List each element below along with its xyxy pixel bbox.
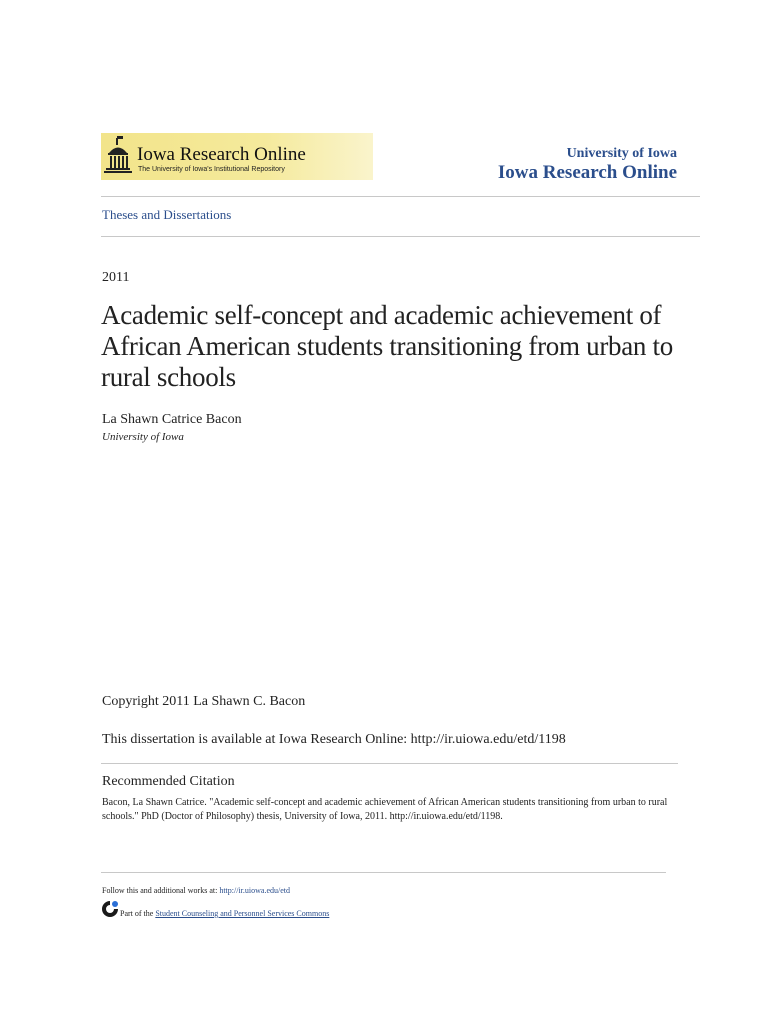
divider — [101, 196, 700, 197]
divider — [101, 872, 666, 873]
follow-line — [102, 886, 290, 895]
copyright-notice: Copyright 2011 La Shawn C. Bacon — [102, 694, 306, 709]
partof-prefix: Part of the — [120, 909, 156, 918]
divider — [101, 236, 700, 237]
divider — [101, 763, 678, 764]
collection-link[interactable]: Theses and Dissertations — [102, 207, 232, 222]
publication-year: 2011 — [102, 270, 130, 285]
follow-link[interactable]: http://ir.uiowa.edu/etd — [219, 886, 290, 895]
citation-heading: Recommended Citation — [102, 774, 235, 789]
author-name: La Shawn Catrice Bacon — [102, 412, 242, 427]
logo-subtitle: The University of Iowa's Institutional Repository — [138, 166, 285, 173]
follow-prefix: Follow this and additional works at: — [102, 886, 220, 895]
citation-text: Bacon, La Shawn Catrice. "Academic self-concept and academic achievement of African American students transitioning from urban to rural schools." PhD (Doctor of Philosophy) thesis, University of Iowa, 2011. http://ir.uiowa.edu/etd/1198. — [102, 797, 668, 822]
author-affiliation: University of Iowa — [102, 431, 184, 443]
document-title: Academic self-concept and academic achievement of African American students transitioning from urban to rural schools — [101, 300, 673, 392]
capitol-building-icon — [104, 136, 132, 176]
availability-notice: This dissertation is available at Iowa Research Online: http://ir.uiowa.edu/etd/1198 — [102, 732, 566, 747]
part-of-line — [120, 909, 329, 918]
repository-name[interactable]: Iowa Research Online — [497, 162, 677, 183]
commons-link[interactable]: Student Counseling and Personnel Services Commons — [155, 909, 330, 918]
logo-title: Iowa Research Online — [137, 144, 306, 165]
university-name[interactable]: University of Iowa — [566, 146, 677, 161]
network-commons-icon — [101, 900, 119, 918]
